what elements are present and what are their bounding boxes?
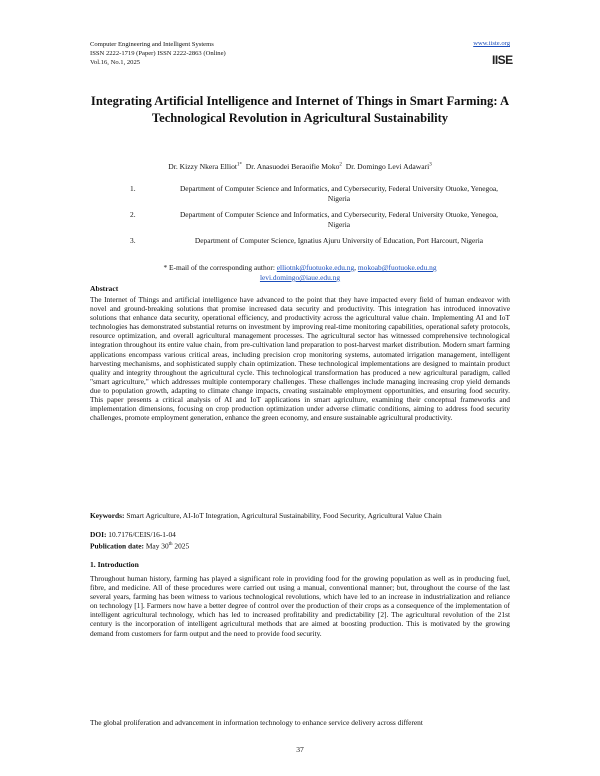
intro-paragraph-1: Throughout human history, farming has played a significant role in providing food for the growing population as well as in producing fuel, fibre, and medicine. All of these procedures were carried out using a manual, conventional manner; but, throughout the course of the last several years, farming has been witness to various technological revolutions, which have led to an increase in industrialization and reliance on technology [1]. Farmers now have a better degree of control over the production of their crops as a consequence of the implementation of intelligent agricultural technology, which has led to increased profitability and predictability [2]. The agricultural revolution of the 21st century is the incorporation of intelligent agricultural methods that are aimed at boosting production. This is motivated by the growing demand from customers for farm output and the need to provide food security. [90,574,510,638]
affiliation-text: Department of Computer Science, Ignatius Ajuru University of Education, Port Harcourt, Nigeria [194,236,484,245]
pubdate-line [90,540,189,551]
author-2: Dr. Anasuodei Beraoifie Moko [245,162,340,171]
corresponding-email [90,263,510,283]
email-link-3[interactable]: levi.domingo@iaue.edu.ng [259,273,341,282]
affiliation-text: Department of Computer Science and Informatics, and Cybersecurity, Federal University Otuoke, Yenegoa, Nigeria [179,210,499,229]
affiliation-number: 1. [130,184,136,193]
affiliation-list [130,184,510,252]
email-link-2[interactable]: mokoab@fuotuoke.edu.ng [357,263,437,272]
intro-paragraph-2: The global proliferation and advancement in information technology to enhance service delivery across different [90,718,423,727]
iiste-logo-icon [492,50,513,70]
pubdate-sup: th [168,541,173,547]
doi-line [90,530,189,540]
journal-volume: Vol.16, No.1, 2025 [90,59,141,66]
email-prefix: * E-mail of the corresponding author: [163,263,275,272]
keywords-label: Keywords: [90,511,125,520]
doi-value: 10.7176/CEIS/16-1-04 [108,530,176,539]
keywords-text: Smart Agriculture, AI-IoT Integration, Agricultural Sustainability, Food Security, Agricultural Value Chain [126,511,442,520]
section-heading-introduction: 1. Introduction [90,560,139,569]
author-3-sup: 3 [429,162,432,168]
website-link[interactable]: www.iiste.org [473,40,510,47]
affiliation-number: 2. [130,210,136,219]
email-link-1[interactable]: elliotnk@fuotuoke.edu.ng [276,263,355,272]
author-2-sup: 2 [339,162,342,168]
keywords [90,511,510,520]
affiliation-text: Department of Computer Science and Informatics, and Cybersecurity, Federal University Otuoke, Yenegoa, Nigeria [179,184,499,203]
affiliation-item [130,236,510,246]
page-number: 37 [296,745,304,754]
pubdate-value: May 30 [145,541,169,551]
pubdate-year: 2025 [174,541,190,551]
author-3: Dr. Domingo Levi Adawari [345,162,430,171]
logo-text: IISE [492,53,513,67]
journal-website [473,40,510,47]
affiliation-item [130,210,510,230]
author-1: Dr. Kizzy Nkera Elliot [168,162,237,171]
abstract-text: The Internet of Things and artificial intelligence have advanced to the point that they have impacted every field of human endeavor with novel and ground-breaking solutions that promise increased data security and productivity. This integration has introduced innovative solutions that enhance data security, operational efficiency, and productivity across the agricultural value chain. Implementing AI and IoT technologies has demonstrated substantial returns on investment by improving real-time monitoring capabilities, operational safety protocols, resource optimization, and overall agricultural management processes. The agricultural sector has witnessed comprehensive technological integration throughout its entire value chain, from pre-cultivation land preparation to post-harvest market distribution. Modern smart farming applications encompass various critical areas, including precision crop monitoring systems, automated irrigation management, intelligent harvesting mechanisms, and sophisticated supply chain optimization. These technological implementations are designed to maintain product quality and integrity throughout the agricultural cycle. This technological transformation has produced a new agricultural paradigm, called "smart agriculture," which addresses multiple contemporary challenges. These challenges include managing increasing crop yield demands due to population growth, adapting to climate change impacts, creating sustainable employment opportunities, and ensuring food security. This paper presents a critical analysis of AI and IoT applications in smart agriculture, examining their conceptual frameworks and implementation dimensions, focusing on crop production optimization under adverse climatic conditions, aiming to address food security challenges, promote employment generation, enhance the green economy, and ensure sustainable agricultural productivity. [90,295,510,423]
abstract-heading: Abstract [90,284,119,293]
doi-label: DOI: [90,530,107,539]
affiliation-number: 3. [130,236,136,245]
email-separator: , [354,263,357,272]
journal-name: Computer Engineering and Intelligent Systems [90,41,214,48]
author-1-sup: 1* [236,162,242,168]
journal-header [90,40,226,67]
paper-title: Integrating Artificial Intelligence and Internet of Things in Smart Farming: A Technological Revolution in Agricultural Sustainability [90,94,510,125]
pubdate-label: Publication date: [90,541,144,551]
affiliation-item [130,184,510,204]
author-list [90,162,510,171]
journal-issn: ISSN 2222-1719 (Paper) ISSN 2222-2863 (Online) [90,50,226,57]
publication-meta [90,530,189,551]
